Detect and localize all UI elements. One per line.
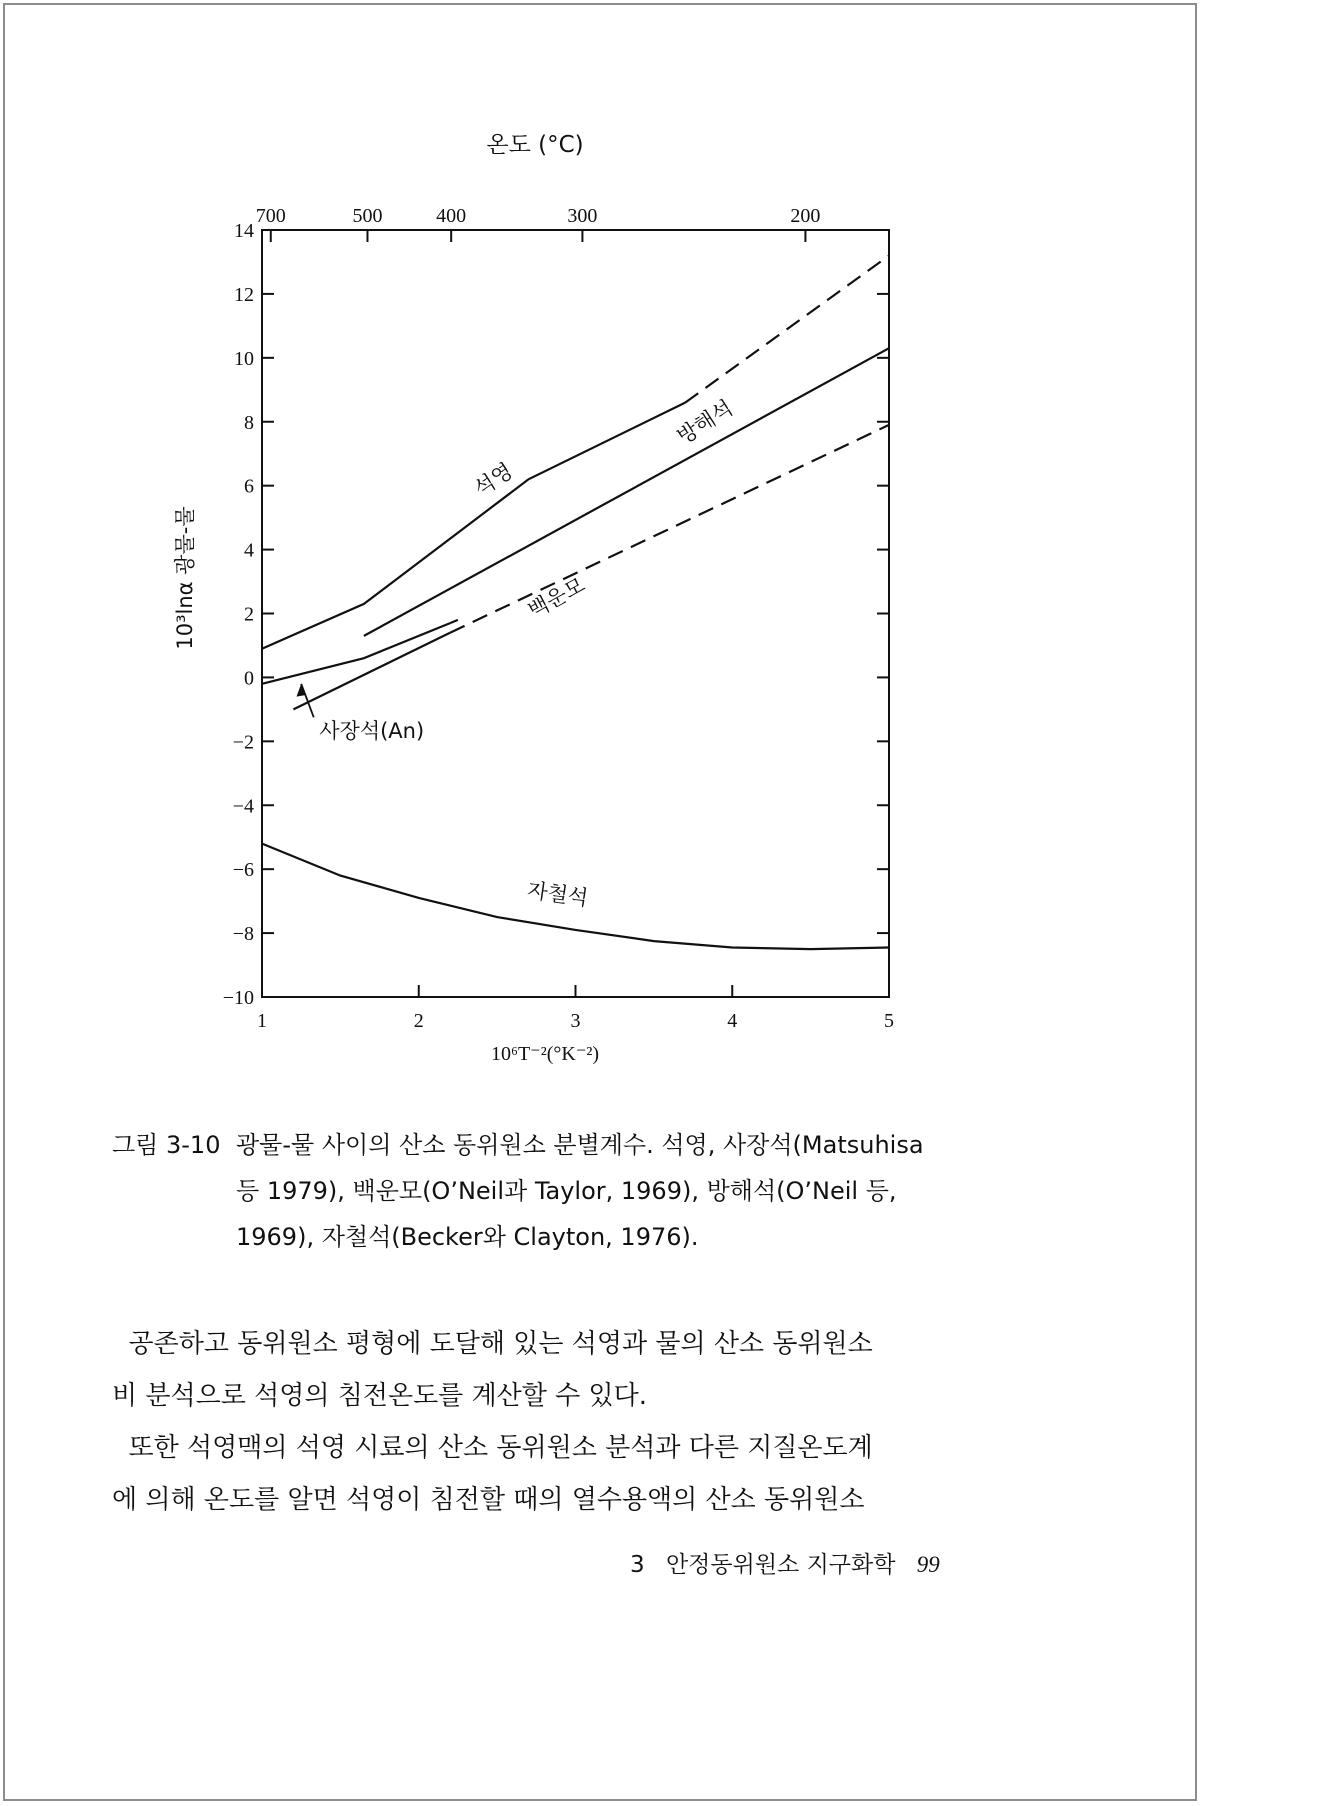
x-tick-label: 3 xyxy=(570,1010,581,1032)
series-line-1 xyxy=(364,348,889,636)
series-label-0: 석영 xyxy=(469,458,517,501)
body-line-1: 공존하고 동위원소 평형에 도달해 있는 석영과 물의 산소 동위원소 xyxy=(112,1329,873,1359)
chart-marks xyxy=(223,205,894,1032)
series-label-3: 사장석(An) xyxy=(319,719,425,744)
y-tick-label: 6 xyxy=(244,475,254,498)
y-tick-label: 8 xyxy=(244,411,254,434)
y-tick-label: 4 xyxy=(244,539,254,562)
body-line-2: 비 분석으로 석영의 침전온도를 계산할 수 있다. xyxy=(112,1381,648,1411)
y-tick-label: 14 xyxy=(234,220,254,242)
series-dashed-0 xyxy=(685,256,889,403)
series-label-4: 자철석 xyxy=(525,878,590,911)
top-tick-label: 200 xyxy=(790,205,821,227)
top-tick-label: 700 xyxy=(255,205,286,227)
series-line-3 xyxy=(262,623,450,684)
x-tick-label: 5 xyxy=(884,1010,894,1032)
book-side-edge xyxy=(1196,3,1330,1801)
y-tick-label: 0 xyxy=(244,667,254,690)
x-tick-label: 4 xyxy=(727,1010,738,1032)
x-tick-label: 1 xyxy=(257,1010,267,1032)
page-number: 99 xyxy=(916,1552,940,1577)
y-tick-label: 10 xyxy=(234,347,254,370)
x-tick-label: 2 xyxy=(413,1010,424,1032)
y-tick-label: −2 xyxy=(232,731,254,754)
series-dashed-3 xyxy=(450,620,458,623)
top-tick-label: 500 xyxy=(352,205,383,227)
top-tick-label: 400 xyxy=(436,205,467,227)
page-footer xyxy=(630,1546,954,1579)
footer-chapter: 3 xyxy=(630,1552,645,1578)
plot-frame xyxy=(262,230,889,997)
body-line-4: 에 의해 온도를 알면 석영이 침전할 때의 열수용액의 산소 동위원소 xyxy=(112,1485,865,1515)
y-tick-label: 12 xyxy=(234,283,254,306)
footer-title: 안정동위원소 지구화학 xyxy=(665,1552,896,1578)
top-tick-label: 300 xyxy=(567,205,598,227)
series-label-1: 방해석 xyxy=(672,395,737,449)
body-text xyxy=(112,1318,972,1526)
y-tick-label: 2 xyxy=(244,603,254,626)
y-tick-label: −10 xyxy=(222,987,254,1009)
top-axis-label: 온도 (°C) xyxy=(486,132,584,158)
caption-label: 그림 3-10 xyxy=(112,1131,221,1159)
series-label-2: 백운모 xyxy=(524,572,590,623)
y-axis-label: 10³lnα 광물-물 xyxy=(173,506,197,650)
caption-line-2: 등 1979), 백운모(O’Neil과 Taylor, 1969), 방해석(O’Neil 등, xyxy=(236,1177,897,1205)
body-line-3: 또한 석영맥의 석영 시료의 산소 동위원소 분석과 다른 지질온도계 xyxy=(112,1433,873,1463)
caption-line-1: 광물-물 사이의 산소 동위원소 분별계수. 석영, 사장석(Matsuhisa xyxy=(236,1131,924,1159)
caption-line-3: 1969), 자철석(Becker와 Clayton, 1976). xyxy=(236,1223,699,1251)
y-tick-label: −8 xyxy=(232,923,254,946)
series-dashed-2 xyxy=(450,425,889,633)
y-tick-label: −4 xyxy=(232,795,254,818)
y-tick-label: −6 xyxy=(232,859,254,882)
series-line-0 xyxy=(262,403,685,649)
x-axis-label: 10⁶T⁻²(°K⁻²) xyxy=(490,1043,600,1065)
